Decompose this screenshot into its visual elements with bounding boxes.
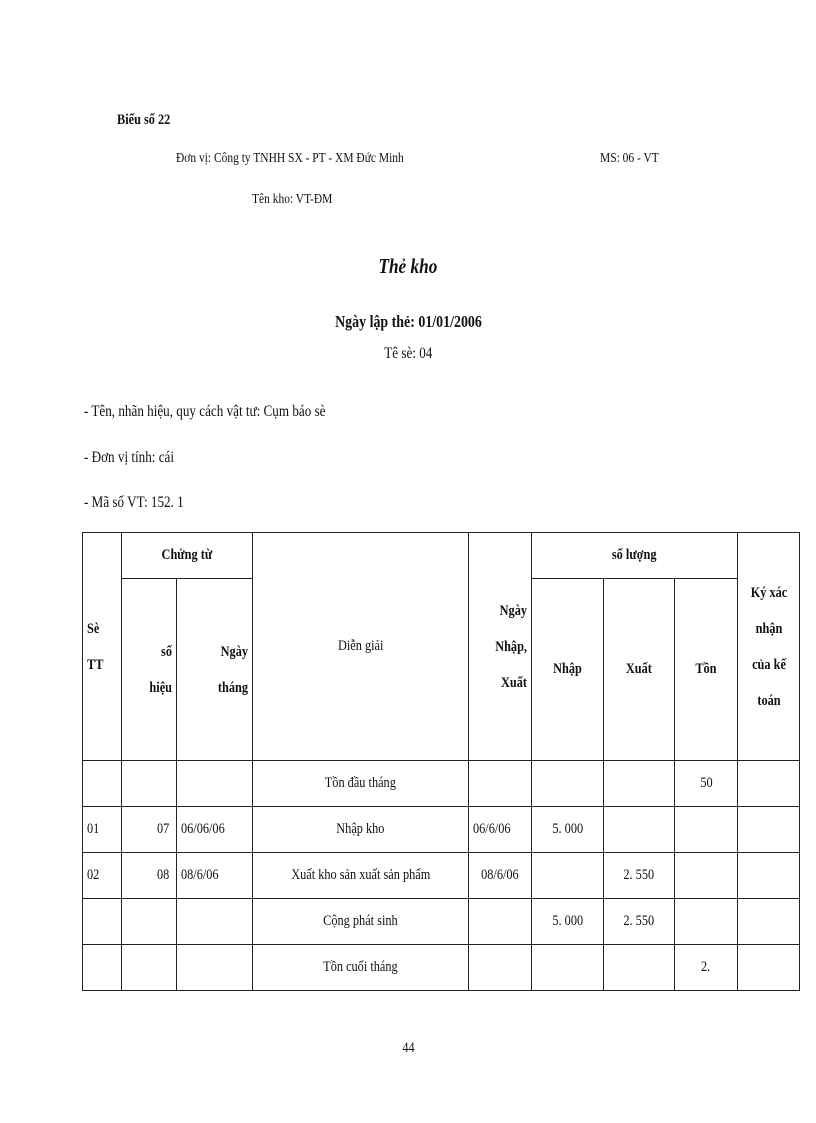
company-unit: Đơn vị: Công ty TNHH SX - PT - XM Đức Minh bbox=[176, 151, 404, 166]
warehouse-name: Tên kho: VT-ĐM bbox=[252, 192, 333, 207]
cell-voucher-no bbox=[122, 899, 177, 945]
cell-in bbox=[532, 853, 604, 899]
cell-balance bbox=[675, 899, 738, 945]
cell-out: 2. 550 bbox=[604, 899, 675, 945]
cell-io-date: 08/6/06 bbox=[469, 853, 532, 899]
material-name: - Tên, nhãn hiệu, quy cách vật tư: Cụm báo sè bbox=[84, 403, 326, 420]
page-number: 44 bbox=[401, 1040, 415, 1056]
cell-io-date bbox=[469, 899, 532, 945]
cell-out bbox=[604, 807, 675, 853]
header-accountant-sign: Ký xác nhận của kế toán bbox=[738, 533, 800, 761]
cell-balance: 50 bbox=[675, 761, 738, 807]
cell-out: 2. 550 bbox=[604, 853, 675, 899]
cell-voucher-no: 08 bbox=[122, 853, 177, 899]
cell-stt bbox=[83, 945, 122, 991]
cell-in: 5. 000 bbox=[532, 807, 604, 853]
cell-io-date bbox=[469, 945, 532, 991]
header-voucher-date: Ngày tháng bbox=[177, 579, 253, 761]
cell-voucher-no bbox=[122, 945, 177, 991]
cell-description: Nhập kho bbox=[253, 807, 469, 853]
cell-sign bbox=[738, 807, 800, 853]
document-title: Thẻ kho bbox=[378, 254, 438, 278]
header-balance: Tồn bbox=[675, 579, 738, 761]
stock-card-table bbox=[82, 532, 800, 991]
cell-voucher-no: 07 bbox=[122, 807, 177, 853]
header-voucher: Chứng từ bbox=[122, 533, 253, 579]
header-quantity: số lượng bbox=[532, 533, 738, 579]
cell-out bbox=[604, 761, 675, 807]
form-label: Biểu số 22 bbox=[117, 112, 171, 128]
card-date: Ngày lập thẻ: 01/01/2006 bbox=[334, 312, 482, 331]
header-in: Nhập bbox=[532, 579, 604, 761]
form-code: MS: 06 - VT bbox=[600, 151, 659, 166]
unit-of-measure: - Đơn vị tính: cái bbox=[84, 449, 175, 466]
table-row bbox=[83, 899, 800, 945]
cell-in bbox=[532, 945, 604, 991]
cell-voucher-date: 06/06/06 bbox=[177, 807, 253, 853]
cell-voucher-no bbox=[122, 761, 177, 807]
cell-sign bbox=[738, 899, 800, 945]
cell-stt: 01 bbox=[83, 807, 122, 853]
header-voucher-no: số hiệu bbox=[122, 579, 177, 761]
cell-io-date bbox=[469, 761, 532, 807]
cell-description: Cộng phát sinh bbox=[253, 899, 469, 945]
material-code: - Mã số VT: 152. 1 bbox=[84, 494, 184, 511]
cell-voucher-date bbox=[177, 899, 253, 945]
cell-in: 5. 000 bbox=[532, 899, 604, 945]
cell-balance: 2. bbox=[675, 945, 738, 991]
cell-sign bbox=[738, 945, 800, 991]
cell-voucher-date bbox=[177, 761, 253, 807]
cell-sign bbox=[738, 761, 800, 807]
card-number: Tê sè: 04 bbox=[383, 345, 433, 362]
cell-out bbox=[604, 945, 675, 991]
header-stt: Sè TT bbox=[83, 533, 122, 761]
cell-description: Xuất kho sản xuất sản phẩm bbox=[253, 853, 469, 899]
table-row bbox=[83, 807, 800, 853]
table-row bbox=[83, 761, 800, 807]
cell-stt: 02 bbox=[83, 853, 122, 899]
cell-io-date: 06/6/06 bbox=[469, 807, 532, 853]
cell-description: Tồn đầu tháng bbox=[253, 761, 469, 807]
cell-stt bbox=[83, 761, 122, 807]
cell-voucher-date: 08/6/06 bbox=[177, 853, 253, 899]
cell-sign bbox=[738, 853, 800, 899]
header-description: Diễn giải bbox=[253, 533, 469, 761]
table-row bbox=[83, 945, 800, 991]
cell-in bbox=[532, 761, 604, 807]
cell-voucher-date bbox=[177, 945, 253, 991]
header-io-date: Ngày Nhập, Xuất bbox=[469, 533, 532, 761]
cell-description: Tồn cuối tháng bbox=[253, 945, 469, 991]
table-row bbox=[83, 853, 800, 899]
cell-stt bbox=[83, 899, 122, 945]
cell-balance bbox=[675, 807, 738, 853]
cell-balance bbox=[675, 853, 738, 899]
header-out: Xuất bbox=[604, 579, 675, 761]
